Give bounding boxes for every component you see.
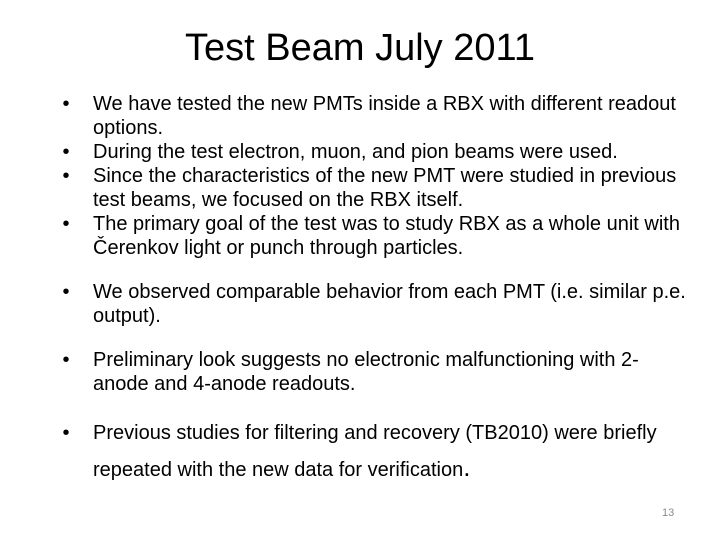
bullet-text: Previous studies for filtering and recovery (TB2010) were briefly repeated with the new data for verification bbox=[93, 422, 657, 481]
bullet-group-4 bbox=[56, 416, 686, 487]
bullet-item bbox=[56, 92, 686, 140]
bullet-item bbox=[56, 416, 686, 487]
bullet-item bbox=[56, 140, 686, 164]
bullet-text: During the test electron, muon, and pion beams were used. bbox=[93, 141, 618, 163]
page-number: 13 bbox=[662, 507, 675, 519]
bullet-item bbox=[56, 212, 686, 260]
bullet-dot: • bbox=[62, 93, 70, 115]
bullet-text: Since the characteristics of the new PMT were studied in previous test beams, we focused on the RBX itself. bbox=[93, 165, 677, 211]
slide-title: Test Beam July 2011 bbox=[185, 27, 535, 69]
bullet-text: Preliminary look suggests no electronic malfunctioning with 2-anode and 4-anode readouts. bbox=[93, 349, 639, 395]
bullet-text: The primary goal of the test was to study RBX as a whole unit with Čerenkov light or punch through particles. bbox=[93, 213, 680, 259]
bullet-text: We have tested the new PMTs inside a RBX with different readout options. bbox=[93, 93, 676, 139]
bullet-dot: • bbox=[62, 422, 70, 444]
bullet-group-3 bbox=[56, 348, 686, 396]
bullet-group-1 bbox=[56, 92, 686, 260]
bullet-dot: • bbox=[62, 349, 70, 371]
bullet-dot: • bbox=[62, 213, 70, 235]
bullet-item bbox=[56, 348, 686, 396]
bullet-list bbox=[56, 92, 686, 507]
bullet-item bbox=[56, 164, 686, 212]
final-period: . bbox=[463, 452, 471, 482]
bullet-text: We observed comparable behavior from each PMT (i.e. similar p.e. output). bbox=[93, 281, 686, 327]
bullet-item bbox=[56, 280, 686, 328]
bullet-dot: • bbox=[62, 141, 70, 163]
bullet-dot: • bbox=[62, 165, 70, 187]
bullet-group-2 bbox=[56, 280, 686, 328]
bullet-dot: • bbox=[62, 281, 70, 303]
